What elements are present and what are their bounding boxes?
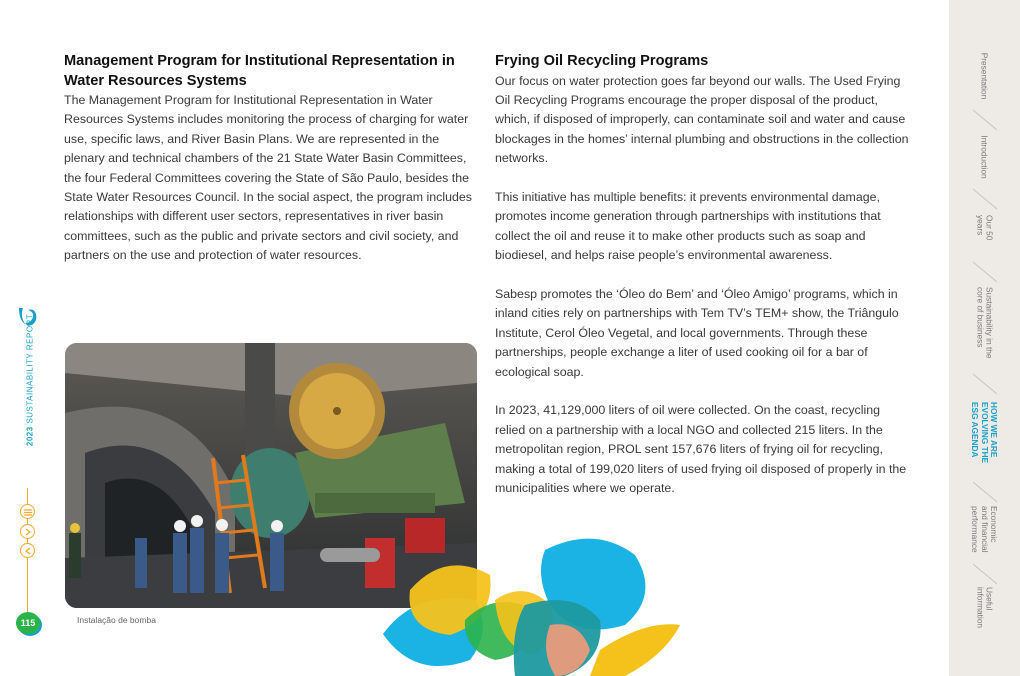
nav-item-esg-agenda[interactable]: HOW WE ARE EVOLVING THE ESG AGENDA	[970, 402, 1000, 464]
nav-divider	[971, 480, 999, 504]
paragraph-4: In 2023, 41,129,000 liters of oil were collected. On the coast, recycling relied on a partnership with a local NGO and collected 215 liters. In the metropolitan region, PROL sent 157,676 liters of frying oil for recycling, making a total of 199,020 liters of used frying oil disposed of properly in the municipalities where we operate.	[495, 403, 907, 495]
paragraph-2: This initiative has multiple benefits: it prevents environmental damage, promotes income generation through partnerships with institutions that collect the oil and reuse it to make other products such as soap and biodiesel, and helps raise people’s environmental awareness.	[495, 189, 881, 263]
nav-item-economic-performance[interactable]: Economic and financial performance	[970, 506, 1000, 553]
section-heading-frying-oil: Frying Oil Recycling Programs	[495, 53, 709, 69]
nav-item-sustainability[interactable]: Sustainability in the core of business	[975, 287, 995, 359]
chevron-left-icon	[25, 542, 31, 560]
decorative-shapes	[375, 530, 695, 676]
next-page-button[interactable]	[20, 524, 35, 539]
nav-divider	[971, 108, 999, 132]
nav-divider	[971, 372, 999, 396]
nav-divider	[971, 562, 999, 586]
nav-item-useful-information[interactable]: Useful information	[975, 587, 995, 629]
paragraph-1: Our focus on water protection goes far beyond our walls. The Used Frying Oil Recycling Programs encourage the proper disposal of the product, which, if disposed of improperly, can contaminate soil and water and cause blockages in the homes’ internal plumbing and obstructions in the collection networks.	[495, 73, 909, 166]
nav-item-presentation[interactable]: Presentation	[979, 52, 990, 100]
section-navigation	[949, 0, 1020, 676]
photo-caption: Instalação de bomba	[77, 615, 156, 625]
nav-item-introduction[interactable]: Introduction	[979, 135, 990, 179]
chevron-right-icon	[25, 523, 31, 541]
left-column	[64, 52, 482, 266]
page-number: 115	[16, 612, 40, 634]
nav-divider	[971, 260, 999, 284]
section-body-representation: The Management Program for Institutional Representation in Water Resources Systems includes monitoring the process of charging for water use, specific laws, and River Basin Plans. We are represented in the plenary and technical chambers of the 21 State Water Basin Committees, the four Federal Committees covering the State of São Paulo, besides the State Water Resources Council. In the social aspect, the program includes relationships with different user sectors, representatives in river basin committees, such as the public and private sectors and civil society, and partners on the use and protection of water resources.	[64, 93, 472, 263]
section-heading-representation: Management Program for Institutional Representation in Water Resources Systems	[64, 53, 455, 89]
menu-icon	[24, 503, 32, 521]
paragraph-3: Sabesp promotes the ‘Óleo do Bem’ and ‘Óleo Amigo’ programs, which in inland cities rely on partnerships with Tem TV’s TEM+ show, the Triângulo Institute, Cerol Óleo Vegetal, and local governments. Through these partnerships, people exchange a liter of used cooking oil for a bar of ecological soap.	[495, 286, 899, 379]
nav-item-our-50-years[interactable]: Our 50 years	[975, 215, 995, 241]
report-title: 2023 SUSTAINABILITY REPORT	[25, 313, 35, 447]
nav-divider	[971, 187, 999, 211]
previous-page-button[interactable]	[20, 543, 35, 558]
right-column	[495, 52, 913, 518]
menu-button[interactable]	[20, 504, 35, 519]
